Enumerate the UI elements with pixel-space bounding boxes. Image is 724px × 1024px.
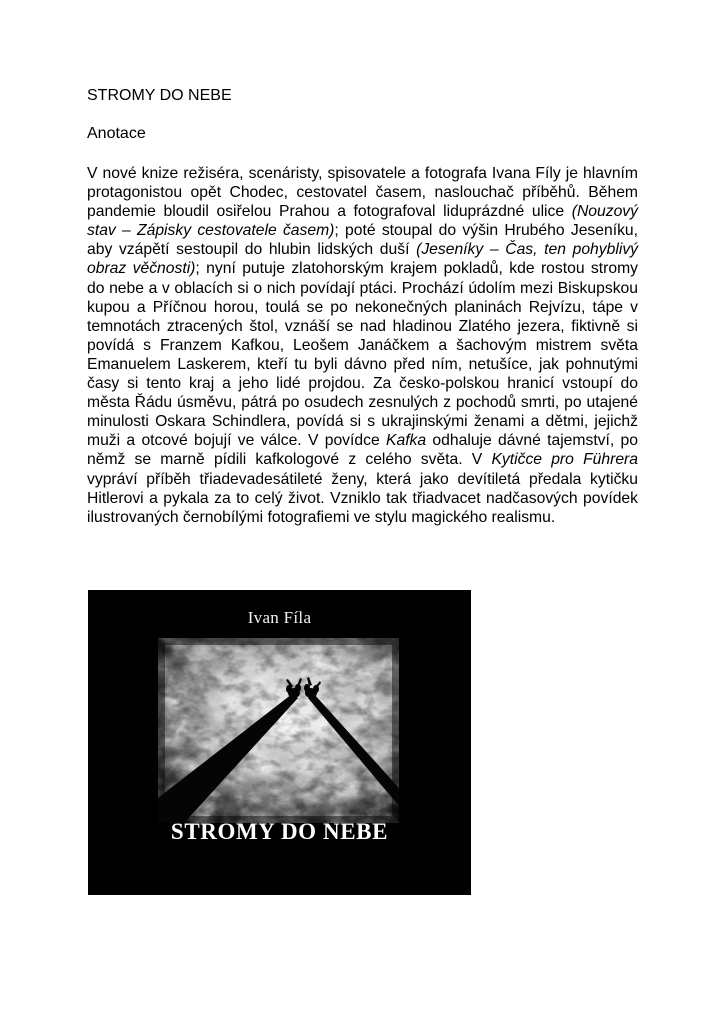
abstract-text-2: ; poté stoupal do výšin Hrubého Jeseníku, aby vzápětí sestoupil do hlubin lidských duší [87, 222, 638, 259]
abstract-italic-4: Kytičce pro Führera [491, 451, 638, 469]
abstract-text-3: ; nyní putuje zlatohorským krajem pokladů, kde rostou stromy do nebe a v oblacích si o nich povídají ptáci. Prochází údolím mezi Biskupskou kupou a Příčnou horou, toulá se po nekonečných planinách Rejvízu, tápe v temnotách ztracených štol, vznáší se nad hladinou Zlatého jezera, fiktivně si povídá s Franzem Kafkou, Leošem Janáčkem a šachovým mistrem světa Emanuelem Laskerem, kteří tu byli dávno před ním, netušíce, jak pohnutými časy si tento kraj a jeho lidé projdou. Za česko-polskou hranicí vstoupí do města Řádu úsměvu, pátrá po osudech zesnulých z pochodů smrti, po utajené minulosti Oskara Schindlera, povídá si s ukrajinskými ženami a dětmi, jejichž muži a otcové bojují ve válce. V povídce [87, 260, 638, 450]
cover-photo-graphic [158, 638, 399, 823]
cover-author: Ivan Fíla [247, 608, 312, 627]
abstract-italic-3: Kafka [386, 432, 427, 450]
abstract-italic-1: (Nouzový stav – Zápisky cestovatele časem) [87, 203, 638, 240]
cover-title: STROMY DO NEBE [170, 819, 389, 844]
document-title: STROMY DO NEBE [87, 87, 232, 104]
section-heading: Anotace [87, 125, 146, 142]
abstract-text-5: vypráví příběh třiadevadesátileté ženy, která jako devítiletá předala kytičku Hitlerovi a pykala za to celý život. Vzniklo tak třiadvacet nadčasových povídek ilustrovaných černobílými fotografiemi ve stylu magického realismu. [87, 470, 638, 526]
abstract-paragraph [87, 164, 638, 527]
abstract-text-1: V nové knize režiséra, scenáristy, spisovatele a fotografa Ivana Fíly je hlavním protagonistou opět Chodec, cestovatel časem, naslouchač příběhů. Během pandemie bloudil osiřelou Prahou a fotografoval liduprázdné ulice [87, 165, 638, 221]
book-cover [88, 590, 471, 895]
cover-photo [158, 638, 399, 823]
abstract-text-4: odhaluje dávné tajemství, po němž se marně pídili kafkologové z celého světa. V [87, 432, 638, 469]
abstract-italic-2: (Jeseníky – Čas, ten pohyblivý obraz věčnosti) [87, 241, 639, 278]
